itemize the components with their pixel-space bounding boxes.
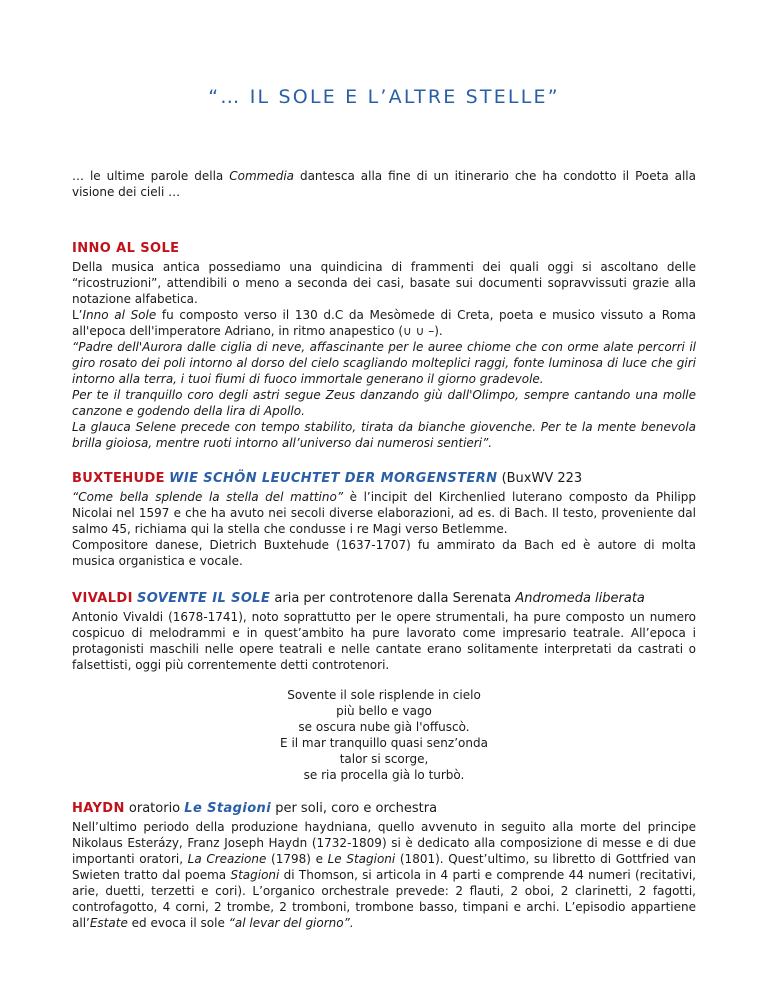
intro-paragraph: … le ultime parole della Commedia dantesca alla fine di un itinerario che ha condotto il Poeta alla visione dei cieli … xyxy=(72,169,696,199)
section-heading: HAYDN oratorio Le Stagioni per soli, coro e orchestra xyxy=(72,801,438,816)
aria-verse xyxy=(72,687,696,783)
inno-quote-2: Per te il tranquillo coro degli astri segue Zeus danzando giù dall'Olimpo, sempre cantando una molle canzone e godendo della lira di Apollo. xyxy=(72,388,696,418)
inno-quote-1: “Padre dell'Aurora dalle ciglia di neve, affascinante per le auree chiome che con orme alate percorri il giro rosato dei poli intorno al dorso del cielo scagliando molteplici raggi, fonte luminosa di luce che giri intorno alla terra, i tuoi fiumi di fuoco immortale generano il giorno gradevole. xyxy=(72,340,696,386)
section-heading: INNO AL SOLE xyxy=(72,241,180,256)
intro-commedia: Commedia xyxy=(229,169,295,183)
inno-paragraph-2: L’Inno al Sole fu composto verso il 130 d.C da Mesòmede di Creta, poeta e musico vissuto a Roma all'epoca dell'imperatore Adriano, in ritmo anapestico (∪ ∪ –). xyxy=(72,308,696,338)
section-vivaldi xyxy=(72,590,696,783)
buxtehude-paragraph-2: Compositore danese, Dietrich Buxtehude (1637-1707) fu ammirato da Bach ed è autore di molta musica organistica e vocale. xyxy=(72,538,696,568)
verse-line: Sovente il sole risplende in cielo xyxy=(287,688,481,702)
haydn-paragraph: Nell’ultimo periodo della produzione haydniana, quello avvenuto in seguito alla morte del principe Nikolaus Esterázy, Franz Joseph Haydn (1732-1809) si è dedicato alla composizione di messe e di due importanti oratori, La Creazione (1798) e Le Stagioni (1801). Quest’ultimo, su libretto di Gottfried van Swieten tratto dal poema Stagioni di Thomson, si articola in 4 parti e comprende 44 numeri (recitativi, arie, duetti, terzetti e cori). L’organico orchestrale prevede: 2 flauti, 2 oboi, 2 clarinetti, 2 fagotti, controfagotto, 4 corni, 2 trombe, 2 tromboni, trombone basso, timpani e archi. L’episodio appartiene all’Estate ed evoca il sole “al levar del giorno”. xyxy=(72,820,696,930)
section-inno-al-sole xyxy=(72,240,696,451)
section-heading: VIVALDI SOVENTE IL SOLE aria per controtenore dalla Serenata Andromeda liberata xyxy=(72,591,645,606)
inno-paragraph-1: Della musica antica possediamo una quindicina di frammenti dei quali oggi si ascoltano delle “ricostruzioni”, attendibili o meno a seconda dei casi, basate sui documenti sopravvissuti grazie alla notazione alfabetica. xyxy=(72,260,696,306)
verse-line: se oscura nube già l'offuscò. xyxy=(298,720,470,734)
verse-line: più bello e vago xyxy=(336,704,432,718)
verse-line: se ria procella già lo turbò. xyxy=(303,768,465,782)
section-haydn xyxy=(72,800,696,931)
inno-quote-3: La glauca Selene precede con tempo stabilito, tirata da bianche giovenche. Per te la mente benevola brilla gioiosa, mentre ruoti intorno all’universo dai numerosi sentieri”. xyxy=(72,420,696,450)
buxtehude-paragraph-1: “Come bella splende la stella del mattino” è l’incipit del Kirchenlied luterano composto da Philipp Nicolai nel 1597 e che ha avuto nei secoli diverse elaborazioni, ad es. di Bach. Il testo, proveniente dal salmo 45, richiama qui la stella che condusse i re Magi verso Betlemme. xyxy=(72,490,696,536)
verse-line: talor si scorge, xyxy=(339,752,429,766)
document-title: “… IL SOLE E L’ALTRE STELLE” xyxy=(208,86,560,108)
section-buxtehude xyxy=(72,470,696,569)
section-heading: BUXTEHUDE WIE SCHÖN LEUCHTET DER MORGENSTERN (BuxWV 223 xyxy=(72,471,583,486)
vivaldi-paragraph: Antonio Vivaldi (1678-1741), noto soprattutto per le opere strumentali, ha pure composto un numero cospicuo di melodrammi e in quest’ambito ha pure lavorato come impresario teatrale. All’epoca i protagonisti maschili nelle opere teatrali e nelle cantate erano solitamente interpretati da castrati o falsettisti, oggi più correntemente detti controtenori. xyxy=(72,610,696,672)
verse-line: E il mar tranquillo quasi senz’onda xyxy=(280,736,488,750)
